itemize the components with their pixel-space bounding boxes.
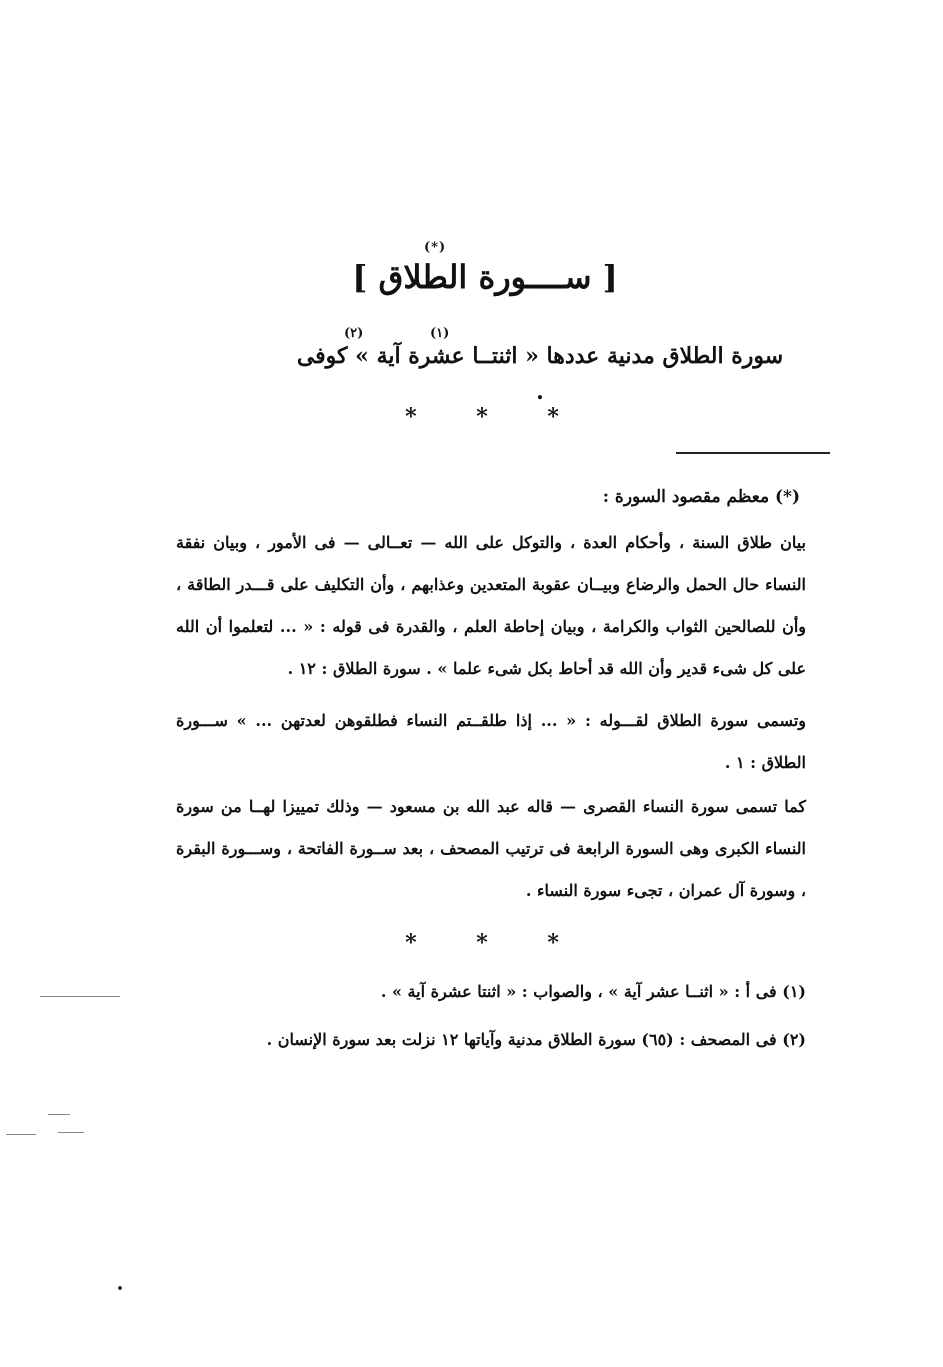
scan-artifact-line [40, 996, 120, 997]
subtitle-footnote-marker-1: (١) [430, 326, 450, 341]
footnote-2: (٢) فى المصحف : (٦٥) سورة الطلاق مدنية وآياتها ١٢ نزلت بعد سورة الإنسان . [266, 1030, 806, 1049]
separator-stars-top: * * * [405, 404, 585, 430]
notes-paragraph-2: وتسمى سورة الطلاق لقـــوله : « ... إذا طلقــتم النساء فطلقوهن لعدتهن ... » ســـورة الطلاق : ١ . [176, 711, 806, 772]
footnote-divider [676, 452, 830, 454]
scan-artifact-dot [118, 1286, 122, 1290]
notes-paragraph-1: بيان طلاق السنة ، وأحكام العدة ، والتوكل على الله — تعــالى — فى الأمور ، وبيان نفقة النساء حال الحمل والرضاع وبيــان عقوبة المتعدين وعذابهم ، وأن التكليف على قـــدر الطاقة ، وأن للصالحين الثواب والكرامة ، وبيان إحاطة العلم ، والقدرة فى قوله : « ... لتعلموا أن الله على كل شىء قدير وأن الله قد أحاط بكل شىء علما » . سورة الطلاق : ١٢ . [176, 533, 807, 678]
scan-artifact-line [58, 1132, 84, 1133]
notes-paragraph-3: كما تسمى سورة النساء القصرى — قاله عبد الله بن مسعود — وذلك تمييزا لهــا من سورة النساء الكبرى وهى السورة الرابعة فى ترتيب المصحف ، بعد ســورة الفاتحة ، وســـورة البقرة ، وسورة آل عمران ، تجىء سورة النساء . [176, 797, 806, 900]
surah-subtitle: سورة الطلاق مدنية عددها « اثنتــا عشرة آية » كوفى . [296, 343, 784, 405]
surah-title: [ ســــورة الطلاق ] [352, 258, 618, 296]
title-footnote-marker: (*) [424, 240, 447, 255]
scan-artifact-line [6, 1134, 36, 1135]
separator-stars-bottom: * * * [405, 930, 585, 956]
notes-heading: (*) معظم مقصود السورة : [602, 487, 800, 507]
footnote-1: (١) فى أ : « اثنــا عشر آية » ، والصواب : « اثنتا عشرة آية » . [380, 982, 806, 1001]
scan-artifact-line [48, 1114, 70, 1115]
subtitle-footnote-marker-2: (٢) [344, 326, 364, 341]
